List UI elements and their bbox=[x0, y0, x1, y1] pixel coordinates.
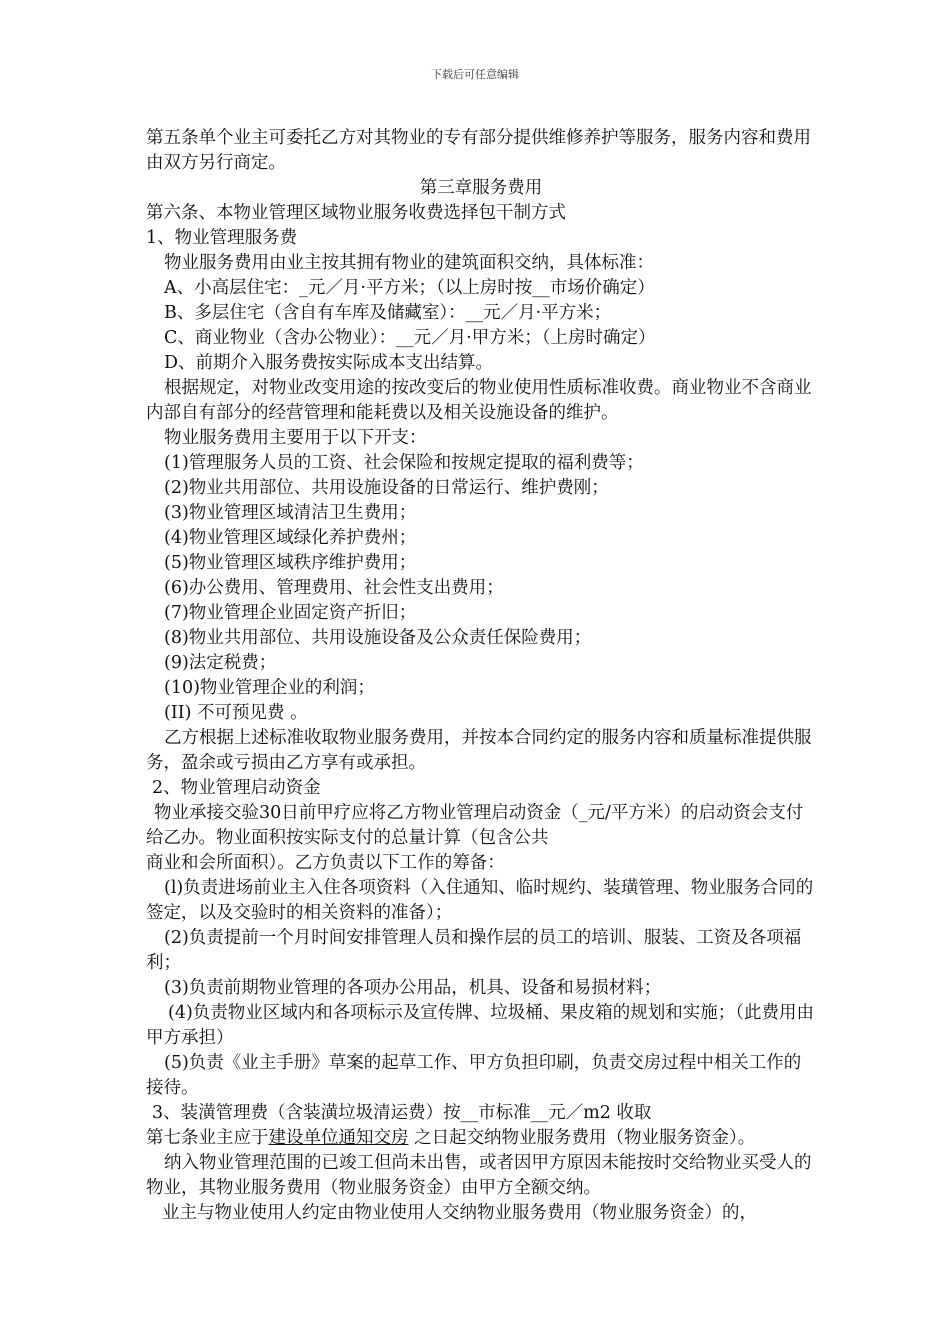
paragraph-text: 第五条单个业主可委托乙方对其物业的专有部分提供维修养护等服务，服务内容和费用由双方另行商定。 bbox=[146, 128, 811, 173]
paragraph-text: 物业承接交验30日前甲疗应将乙方物业管理启动资金（_元/平方米）的启动资会支付给乙办。物业面积按实际支付的总量计算（包含公共 bbox=[146, 803, 804, 848]
paragraph-text: C、商业物业（含办公物业）：__元／月·甲方米；（上房时确定） bbox=[164, 328, 656, 348]
paragraph bbox=[146, 876, 816, 926]
paragraph-text: 2、物业管理启动资金 bbox=[152, 778, 321, 798]
paragraph-text: (10)物业管理企业的利润； bbox=[164, 678, 375, 698]
paragraph bbox=[146, 526, 816, 551]
paragraph bbox=[146, 301, 816, 326]
paragraph bbox=[146, 426, 816, 451]
paragraph bbox=[146, 701, 816, 726]
paragraph-text: 乙方根据上述标准收取物业服务费用，并按本合同约定的服务内容和质量标准提供服务，盈余或亏损由乙方享有或承担。 bbox=[146, 728, 812, 773]
paragraph bbox=[146, 126, 816, 176]
paragraph-text: (5)负责《业主手册》草案的起草工作、甲方负担印刷，负责交房过程中相关工作的接待。 bbox=[146, 1053, 802, 1098]
paragraph bbox=[146, 776, 816, 801]
paragraph-text: (5)物业管理区域秩序维护费用； bbox=[164, 553, 417, 573]
paragraph-text: (II) 不可预见费 。 bbox=[164, 703, 308, 723]
paragraph-text: 第三章服务费用 bbox=[419, 178, 543, 198]
paragraph-text: 之日起交纳物业服务费用（物业服务资金）。 bbox=[408, 1128, 756, 1148]
paragraph bbox=[146, 476, 816, 501]
paragraph-text: 业主与物业使用人约定由物业使用人交纳物业服务费用（物业服务资金）的， bbox=[162, 1203, 757, 1223]
paragraph-text: B、多层住宅（含自有车库及储藏室）：__元／月·平方米； bbox=[164, 303, 612, 323]
paragraph-text: (1)管理服务人员的工资、社会保险和按规定提取的福利费等； bbox=[164, 453, 644, 473]
paragraph-text: D、前期介入服务费按实际成本支出结算。 bbox=[164, 353, 494, 373]
paragraph-text: 物业服务费用主要用于以下开支： bbox=[164, 428, 427, 448]
paragraph bbox=[146, 276, 816, 301]
paragraph bbox=[146, 976, 816, 1001]
paragraph bbox=[146, 601, 816, 626]
paragraph bbox=[146, 251, 816, 276]
paragraph-text: (2)物业共用部位、共用设施设备的日常运行、维护费刚； bbox=[164, 478, 609, 498]
paragraph bbox=[146, 926, 816, 976]
chapter-heading bbox=[146, 176, 816, 201]
paragraph-text: A、小高层住宅：_元／月·平方米；（以上房时按__市场价确定） bbox=[164, 278, 655, 298]
paragraph-text: (l)负责进场前业主入住各项资料（入住通知、临时规约、装璜管理、物业服务合同的签定，以及交验时的相关资料的准备）； bbox=[146, 878, 814, 923]
paragraph-text: 第六条、本物业管理区域物业服务收费选择包干制方式 bbox=[146, 203, 566, 223]
paragraph bbox=[146, 376, 816, 426]
paragraph bbox=[146, 1201, 816, 1226]
paragraph-text: (4)负责物业区域内和各项标示及宣传牌、垃圾桶、果皮箱的规划和实施；（此费用由甲方承担） bbox=[146, 1003, 815, 1048]
paragraph bbox=[146, 726, 816, 776]
paragraph bbox=[146, 226, 816, 251]
paragraph-text: 1、物业管理服务费 bbox=[146, 228, 298, 248]
paragraph bbox=[146, 676, 816, 701]
paragraph bbox=[146, 201, 816, 226]
paragraph bbox=[146, 1051, 816, 1101]
paragraph-text: (7)物业管理企业固定资产折旧； bbox=[164, 603, 417, 623]
paragraph-text: (9)法定税费； bbox=[164, 653, 277, 673]
page-header: 下载后可任意编辑 bbox=[431, 68, 519, 81]
paragraph bbox=[146, 626, 816, 651]
document-body bbox=[146, 126, 816, 1226]
paragraph-text: 3、装潢管理费（含装潢垃圾清运费）按__市标准__元／m2 收取 bbox=[152, 1103, 652, 1123]
underlined-text: 建设单位通知交房 bbox=[268, 1128, 409, 1148]
paragraph bbox=[146, 576, 816, 601]
paragraph-text: 商业和会所面积）。乙方负责以下工作的筹备： bbox=[146, 853, 505, 873]
paragraph-text: 物业服务费用由业主按其拥有物业的建筑面积交纳，具体标准： bbox=[164, 253, 654, 273]
paragraph bbox=[146, 1126, 816, 1151]
paragraph bbox=[146, 801, 816, 851]
paragraph-text: 纳入物业管理范围的已竣工但尚未出售，或者因甲方原因未能按时交给物业买受人的物业，其物业服务费用（物业服务资金）由甲方全额交纳。 bbox=[146, 1153, 812, 1198]
paragraph bbox=[146, 651, 816, 676]
paragraph-text: (8)物业共用部位、共用设施设备及公众责任保险费用； bbox=[164, 628, 592, 648]
paragraph-text: (6)办公费用、管理费用、社会性支出费用； bbox=[164, 578, 504, 598]
paragraph bbox=[146, 1151, 816, 1201]
paragraph-text: (3)物业管理区域清洁卫生费用； bbox=[164, 503, 417, 523]
paragraph bbox=[146, 1001, 816, 1051]
paragraph-text: (2)负责提前一个月时间安排管理人员和操作层的员工的培训、服装、工资及各项福利； bbox=[146, 928, 802, 973]
paragraph bbox=[146, 451, 816, 476]
paragraph bbox=[146, 326, 816, 351]
paragraph-text: (4)物业管理区域绿化养护费州； bbox=[164, 528, 417, 548]
paragraph-text: 第七条业主应于 bbox=[146, 1128, 269, 1148]
paragraph bbox=[146, 351, 816, 376]
paragraph-text: (3)负责前期物业管理的各项办公用品，机具、设备和易损材料； bbox=[164, 978, 662, 998]
paragraph bbox=[146, 851, 816, 876]
paragraph bbox=[146, 501, 816, 526]
paragraph-text: 根据规定，对物业改变用途的按改变后的物业使用性质标准收费。商业物业不含商业内部自有部分的经营管理和能耗费以及相关设施设备的维护。 bbox=[146, 378, 812, 423]
paragraph bbox=[146, 551, 816, 576]
paragraph bbox=[146, 1101, 816, 1126]
